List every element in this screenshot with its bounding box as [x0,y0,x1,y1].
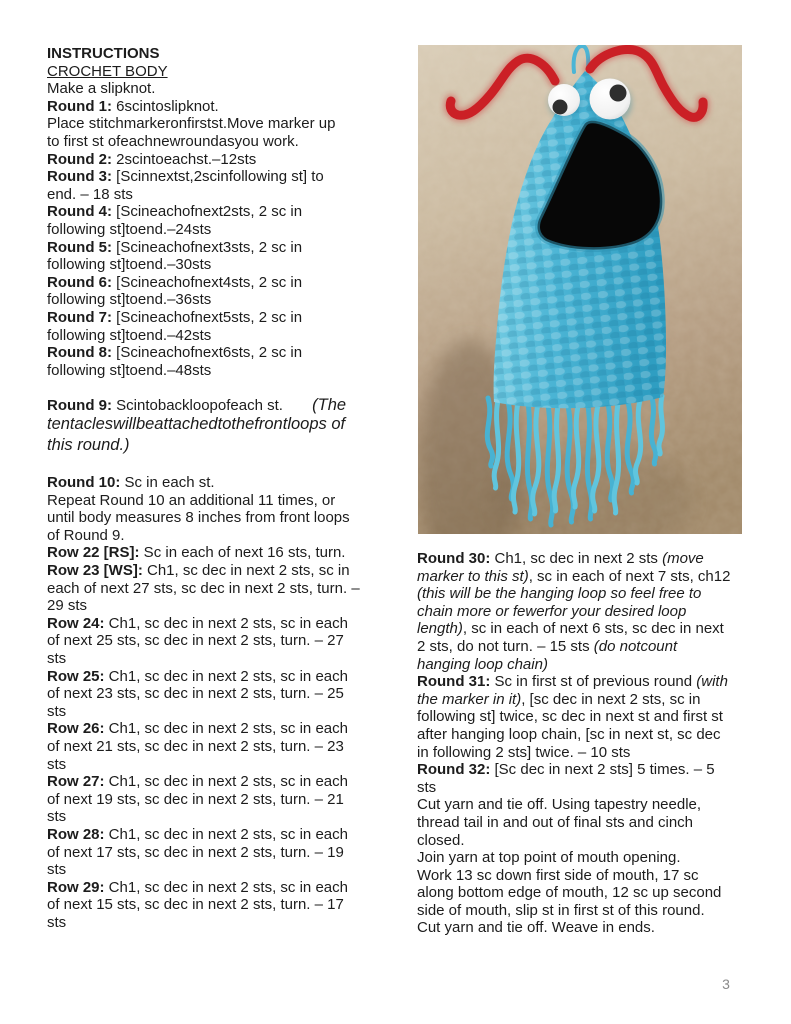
text-run: 6scintoslipknot. [112,97,219,115]
text-run: end. – 18 sts [47,185,133,203]
text-run: , [sc dec in next 2 sts, sc in [521,690,701,708]
text-line [47,133,412,151]
text-run: sts [47,702,67,720]
text-line [417,568,787,586]
text-run: INSTRUCTIONS [47,45,160,62]
text-run: Work 13 sc down first side of mouth, 17 sc [417,866,699,884]
text-run: thread tail in and out of final sts and cinch [417,813,694,831]
text-line [47,685,412,703]
text-line [47,186,412,204]
text-run: (The [312,395,347,414]
text-run: in following 2 sts] twice. – 10 sts [417,743,631,761]
text-line [417,814,787,832]
text-line [47,615,412,633]
text-run: of Round 9. [47,526,125,544]
text-run: Row 27: [47,773,105,791]
text-run: [Scineachofnext6sts, 2 sc in [112,344,303,362]
text-run: Ch1, sc dec in next 2 sts, sc in each [104,878,348,896]
text-line [417,656,787,674]
text-run: Ch1, sc dec in next 2 sts, sc in each [104,667,348,685]
text-run: , sc in each of next 7 sts, ch12 [528,567,731,585]
text-line [417,603,787,621]
text-line [47,597,412,615]
text-run: following st]toend.–36sts [47,291,212,309]
text-run: [Scineachofnext4sts, 2 sc in [112,273,303,291]
text-run: Round 5: [47,238,112,256]
text-line [417,620,787,638]
text-run: Ch1, sc dec in next 2 sts [490,550,663,567]
text-run: Round 31: [417,673,491,691]
text-run: Round 4: [47,203,112,221]
text-line [47,544,412,562]
text-line [47,509,412,527]
text-run: Sc in each st. [120,474,215,492]
text-line [47,668,412,686]
text-line [47,703,412,721]
text-run: Ch1, sc dec in next 2 sts, sc in [142,562,350,580]
text-run: Round 9: [47,396,112,414]
text-run: of next 19 sts, sc dec in next 2 sts, turn. – 21 [47,790,344,808]
text-run: [Sc dec in next 2 sts] 5 times. – 5 [490,761,715,779]
text-line [47,879,412,897]
text-line [47,309,412,327]
text-run: after hanging loop chain, [sc in next st, sc dec [417,725,721,743]
text-run: following st]toend.–30sts [47,256,212,274]
text-run: Sc in first st of previous round [490,673,697,691]
text-run: of next 21 sts, sc dec in next 2 sts, turn. – 23 [47,737,344,755]
text-line [417,691,787,709]
text-run: following st]toend.–42sts [47,326,212,344]
text-line [417,919,787,937]
text-run: Row 24: [47,614,105,632]
text-run: following st]toend.–48sts [47,361,212,379]
text-run: of next 15 sts, sc dec in next 2 sts, turn. – 17 [47,896,344,914]
text-line [417,884,787,902]
text-line [47,274,412,292]
text-line [47,63,412,81]
text-line [47,45,412,63]
text-run: 2scintoeachst.–12sts [112,150,257,168]
text-line [47,773,412,791]
finishing-column [417,550,787,937]
text-run: each of next 27 sts, sc dec in next 2 sts, turn. – [47,579,360,597]
text-line [47,791,412,809]
text-run: until body measures 8 inches from front loops [47,509,350,527]
text-line [47,414,412,435]
text-line [47,379,412,397]
text-line [417,638,787,656]
instructions-column [47,45,412,932]
text-line [417,744,787,762]
text-line [47,256,412,274]
text-line [417,550,787,568]
text-line [417,761,787,779]
text-line [47,80,412,98]
text-line [417,867,787,885]
text-run: Row 23 [WS]: [47,562,143,580]
text-run: sts [47,913,67,931]
text-run: Ch1, sc dec in next 2 sts, sc in each [104,773,348,791]
text-run: Place stitchmarkeronfirstst.Move marker up [47,115,336,133]
text-run: sts [47,808,67,826]
text-run: Ch1, sc dec in next 2 sts, sc in each [104,825,348,843]
text-run: [Scineachofnext2sts, 2 sc in [112,203,303,221]
text-run: this round.) [47,436,130,455]
text-line [47,527,412,545]
text-run: CROCHET BODY [47,62,168,80]
text-run: Make a slipknot. [47,80,156,98]
text-run: Row 25: [47,667,105,685]
text-line [47,151,412,169]
text-run: Round 10: [47,474,121,492]
text-line [417,708,787,726]
text-run: Scintobackloopofeach st. [112,396,283,414]
text-run: [Scineachofnext5sts, 2 sc in [112,308,303,326]
monster-photo [418,45,742,534]
text-line [47,632,412,650]
text-line [47,492,412,510]
text-run: Ch1, sc dec in next 2 sts, sc in each [104,720,348,738]
text-run: 2 sts, do not turn. – 15 sts [417,637,594,655]
text-line [47,896,412,914]
text-run [283,397,312,414]
text-run: length) [417,620,463,638]
text-run: [Scinnextst,2scinfollowing st] to [112,168,324,186]
text-line [47,738,412,756]
text-run: following st]toend.–24sts [47,220,212,238]
text-run: closed. [417,831,465,849]
text-line [47,914,412,932]
text-run: , sc in each of next 6 sts, sc dec in next [462,620,724,638]
text-line [47,435,412,456]
text-run: along bottom edge of mouth, 12 sc up second [417,884,722,902]
text-run: Round 6: [47,273,112,291]
text-line [47,291,412,309]
text-line [47,203,412,221]
text-run: Row 22 [RS]: [47,544,140,562]
text-run: of next 17 sts, sc dec in next 2 sts, turn. – 19 [47,843,344,861]
text-line [47,720,412,738]
text-run: the marker in it) [417,690,522,708]
text-run: (do notcount [593,637,678,655]
text-run: Round 3: [47,168,112,186]
text-line [47,826,412,844]
text-line [47,98,412,116]
text-line [47,362,412,380]
text-line [47,168,412,186]
right-pupil [610,85,627,102]
text-line [47,327,412,345]
text-run: Round 7: [47,308,112,326]
text-run: Round 2: [47,150,112,168]
text-run: Ch1, sc dec in next 2 sts, sc in each [104,614,348,632]
text-run: Row 29: [47,878,105,896]
text-line [47,861,412,879]
text-run: 29 sts [47,597,88,615]
text-line [47,650,412,668]
text-line [47,115,412,133]
text-run: to first st ofeachnewroundasyou work. [47,132,299,150]
text-run: sts [47,755,67,773]
text-run: Round 30: [417,550,491,567]
text-run: sts [47,861,67,879]
text-line [47,808,412,826]
text-line [417,796,787,814]
text-run: (with [696,673,728,691]
text-run: Round 32: [417,761,491,779]
left-pupil [553,100,568,115]
text-line [47,397,412,415]
text-run: (this will be the hanging loop so feel free to [417,585,702,603]
text-line [47,756,412,774]
text-run: sts [417,778,437,796]
right-googly-eye [590,79,631,120]
text-run: Cut yarn and tie off. Weave in ends. [417,919,655,937]
text-run: hanging loop chain) [417,655,548,673]
text-line [417,585,787,603]
text-line [47,344,412,362]
text-run: Row 28: [47,825,105,843]
text-line [47,456,412,474]
text-run: Cut yarn and tie off. Using tapestry needle, [417,796,702,814]
text-line [417,849,787,867]
text-line [47,474,412,492]
text-line [47,580,412,598]
text-line [417,902,787,920]
text-run: Repeat Round 10 an additional 11 times, or [47,491,336,509]
text-line [47,562,412,580]
text-run: side of mouth, slip st in first st of this round. [417,901,705,919]
text-run: sts [47,650,67,667]
text-run: of next 25 sts, sc dec in next 2 sts, turn. – 27 [47,632,344,650]
text-run: Round 1: [47,97,112,115]
text-line [417,726,787,744]
text-run: marker to this st) [417,567,529,585]
text-run: (move [662,550,704,567]
text-line [417,779,787,797]
text-run: Join yarn at top point of mouth opening. [417,849,681,867]
text-run: chain more or fewerfor your desired loop [417,602,687,620]
text-line [47,844,412,862]
text-run: Round 8: [47,344,112,362]
text-run: Row 26: [47,720,105,738]
text-run: of next 23 sts, sc dec in next 2 sts, turn. – 25 [47,685,344,703]
page-number: 3 [722,976,730,992]
text-run: [Scineachofnext3sts, 2 sc in [112,238,303,256]
text-line [47,221,412,239]
text-line [417,832,787,850]
text-line [417,673,787,691]
text-line [47,239,412,257]
text-run: Sc in each of next 16 sts, turn. [139,544,346,562]
text-run: following st] twice, sc dec in next st and first st [417,708,723,726]
text-run: tentacleswillbeattachedtothefrontloops of [47,415,346,434]
